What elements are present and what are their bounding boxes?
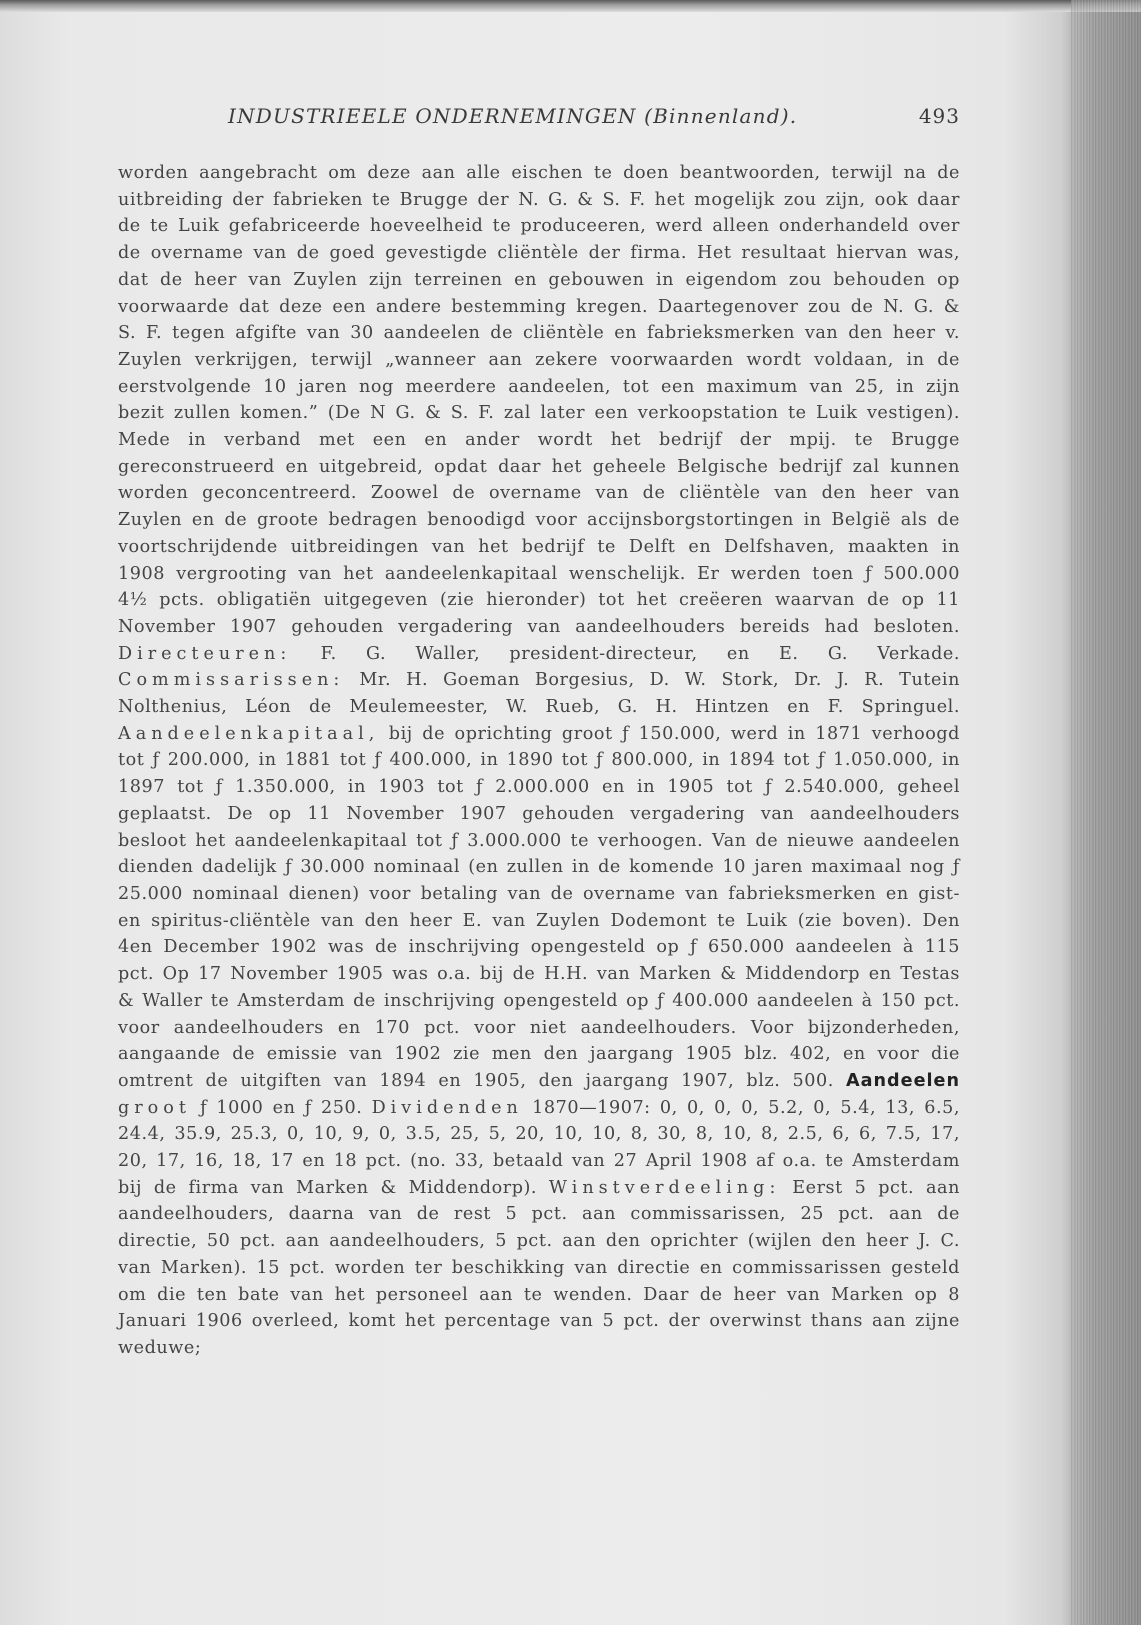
book-edge (1071, 0, 1141, 1625)
label-aandeelenkapitaal: Aandeelenkapitaal, (118, 723, 380, 744)
text-run: Mr. H. Goeman Borgesius, D. W. Stork, Dr. J. R. Tutein Nolthenius, Léon de Meulemeester, W. Rueb, G. H. Hintzen en F. Springuel. (118, 670, 960, 718)
page-header (118, 104, 960, 134)
label-commissarissen: Commissarissen: (118, 670, 345, 691)
page-number: 493 (918, 104, 960, 128)
paragraph (118, 160, 960, 1362)
page-top-shadow (0, 0, 1141, 12)
label-aandeelen: Aandeelen (846, 1070, 960, 1091)
label-winstverdeeling: Winstverdeeling: (548, 1177, 781, 1198)
body-text (118, 160, 960, 1362)
text-run: ƒ 1000 en ƒ 250. (190, 1097, 372, 1118)
label-groot: groot (118, 1097, 191, 1118)
label-dividenden: Dividenden (371, 1097, 523, 1118)
text-run: worden aangebracht om deze aan alle eischen te doen beantwoorden, terwijl na de uitbreiding der fabrieken te Brugge der N. G. & S. F. het mogelijk zou zijn, ook daar de te Luik gefabriceerde hoeveelheid te produceeren, werd alleen onderhandeld over de overname van de goed gevestigde cliëntèle der firma. Het resultaat hiervan was, dat de heer van Zuylen zijn terreinen en gebouwen in eigendom zou behouden op voorwaarde dat deze een andere bestemming kregen. Daartegenover zou de N. G. & S. F. tegen afgifte van 30 aandeelen de cliëntèle en fabrieksmerken van den heer v. Zuylen verkrijgen, terwijl „wanneer aan zekere voorwaarden wordt voldaan, in de eerstvolgende 10 jaren nog meerdere aandeelen, tot een maximum van 25, in zijn bezit zullen komen.” (De N G. & S. F. zal later een verkoopstation te Luik vestigen). Mede in verband met een en ander wordt het bedrijf der mpij. te Brugge gereconstrueerd en uitgebreid, opdat daar het geheele Belgische bedrijf zal kunnen worden geconcentreerd. Zoowel de overname van de cliëntèle van den heer van Zuylen en de groote bedragen benoodigd voor accijnsborgstortingen in België als de voortschrijdende uitbreidingen van het bedrijf te Delft en Delfshaven, maakten in 1908 vergrooting van het aandeelenkapitaal wenschelijk. Er werden toen ƒ 500.000 4½ pcts. obligatiën uitgegeven (zie hieronder) tot het creëeren waarvan de op 11 November 1907 gehouden vergadering van aandeelhouders bereids had besloten. (118, 163, 960, 637)
text-run: F. G. Waller, president-directeur, en E. G. Verkade. (291, 643, 960, 664)
text-run: 1870—1907: 0, 0, 0, 0, 5.2, 0, 5.4, 13, 6.5, 24.4, 35.9, 25.3, 0, 10, 9, 0, 3.5, 25, 5, 20, 10, 10, 8, 30, 8, 10, 8, 2.5, 6, 6, 7.5, 17, 20, 17, 16, 18, 17 en 18 pct. (no. 33, betaald van 27 April 1908 af o.a. te Amsterdam bij de firma van Marken & Middendorp). (118, 1097, 961, 1198)
text-run: Eerst 5 pct. aan aandeelhouders, daarna van de rest 5 pct. aan commissarissen, 25 pct. aan de directie, 50 pct. aan aandeelhouders, 5 pct. aan den oprichter (wijlen den heer J. C. van Marken). 15 pct. worden ter beschikking van directie en commissarissen gesteld om die ten bate van het personeel aan te wenden. Daar de heer van Marken op 8 Januari 1906 overleed, komt het percentage van 5 pct. der overwinst thans aan zijne weduwe; (118, 1177, 960, 1358)
running-title: INDUSTRIEELE ONDERNEMINGEN (Binnenland). (228, 104, 798, 128)
label-directeuren: Directeuren: (118, 643, 292, 664)
text-run: bij de oprichting groot ƒ 150.000, werd in 1871 verhoogd tot ƒ 200.000, in 1881 tot ƒ 400.000, in 1890 tot ƒ 800.000, in 1894 tot ƒ 1.050.000, in 1897 tot ƒ 1.350.000, in 1903 tot ƒ 2.000.000 en in 1905 tot ƒ 2.540.000, geheel geplaatst. De op 11 November 1907 gehouden vergadering van aandeelhouders besloot het aandeelenkapitaal tot ƒ 3.000.000 te verhoogen. Van de nieuwe aandeelen dienden dadelijk ƒ 30.000 nominaal (en zullen in de komende 10 jaren maximaal nog ƒ 25.000 nominaal dienen) voor betaling van de overname van fabrieksmerken en gist- en spiritus-cliëntèle van den heer E. van Zuylen Dodemont te Luik (zie boven). Den 4en December 1902 was de inschrijving opengesteld op ƒ 650.000 aandeelen à 115 pct. Op 17 November 1905 was o.a. bij de H.H. van Marken & Middendorp en Testas & Waller te Amsterdam de inschrijving opengesteld op ƒ 400.000 aandeelen à 150 pct. voor aandeelhouders en 170 pct. voor niet aandeelhouders. Voor bijzonderheden, aangaande de emissie van 1902 zie men den jaargang 1905 blz. 402, en voor die omtrent de uitgiften van 1894 en 1905, den jaargang 1907, blz. 500. (118, 723, 960, 1091)
